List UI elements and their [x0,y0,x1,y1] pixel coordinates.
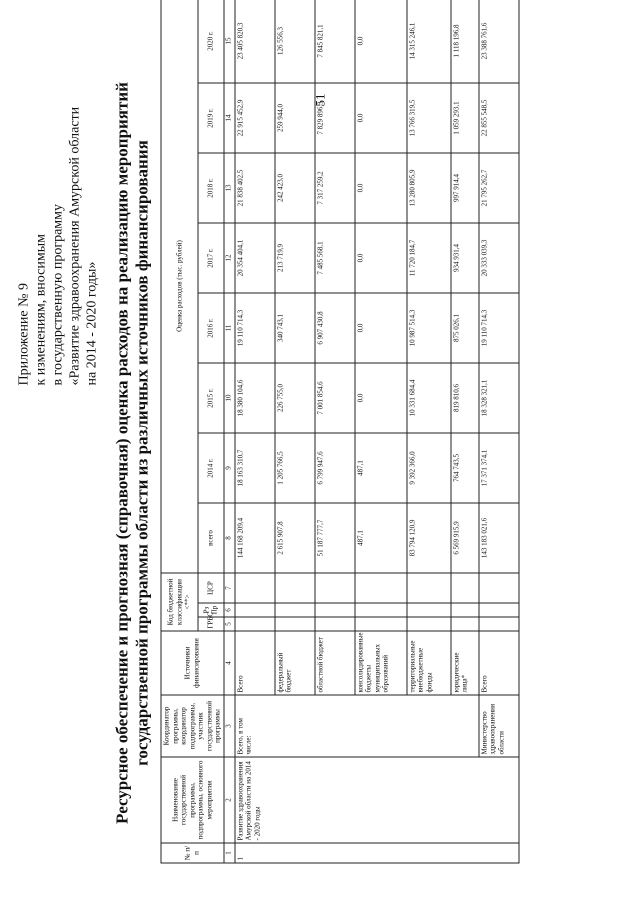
coordinator-cell: Всего, в том числе: [234,695,478,757]
header-year: 2020 г. [197,0,223,83]
source-cell: Всего [234,631,274,695]
column-index: 7 [223,573,234,603]
value-cell: 21 838 402,5 [234,153,274,223]
appendix-line: Приложение № 9 [16,282,31,385]
header-source: Источники финансирования [161,631,224,695]
header-year: 2016 г. [197,293,223,363]
value-cell: 259 944,0 [274,83,314,153]
column-index: 8 [223,503,234,573]
value-cell: 2 615 907,8 [274,503,314,573]
value-cell: 13 280 805,9 [406,153,450,223]
source-cell: консолидированные бюджеты муниципальных образований [354,631,406,695]
header-name: Наименование государственной программы, подпрограммы, основного мероприятия [161,757,224,843]
column-index: 4 [223,631,234,695]
table-row [478,0,518,863]
source-cell: областной бюджет [314,631,354,695]
value-cell: 0,0 [354,363,406,433]
table-row [234,0,274,863]
column-index: 1 [223,843,234,863]
value-cell: 7 829 896,3 [314,83,354,153]
column-index: 9 [223,433,234,503]
header-csr: ЦСР [197,573,223,603]
value-cell: 21 795 262,7 [478,153,518,223]
expenses-table [160,0,519,863]
value-cell: 19 110 714,3 [234,293,274,363]
value-cell: 22 915 452,9 [234,83,274,153]
column-index: 5 [223,617,234,631]
source-cell: федеральный бюджет [274,631,314,695]
value-cell: 0,0 [354,0,406,83]
header-year: 2014 г. [197,433,223,503]
appendix-line: к изменениям, вносимым [33,233,48,385]
value-cell: 23 405 820,3 [234,0,274,83]
value-cell: 1 118 196,8 [450,0,478,83]
value-cell: 0,0 [354,293,406,363]
header-total: всего [197,503,223,573]
heading-line: государственной программы области из различных источников финансирования [132,139,151,766]
heading-line: Ресурсное обеспечение и прогнозная (справочная) оценка расходов на реализацию мероприятий [112,81,131,824]
value-cell: 143 183 021,6 [478,503,518,573]
value-cell: 19 110 714,3 [478,293,518,363]
value-cell: 6 907 430,8 [314,293,354,363]
source-cell: юридические лица* [450,631,478,695]
value-cell: 1 059 293,1 [450,83,478,153]
value-cell: 13 766 319,5 [406,83,450,153]
value-cell: 83 794 120,9 [406,503,450,573]
value-cell: 7 845 821,1 [314,0,354,83]
column-index: 13 [223,153,234,223]
value-cell: 6 799 947,6 [314,433,354,503]
header-grbs: ГРБС [197,617,223,631]
value-cell: 340 743,1 [274,293,314,363]
value-cell: 7 485 568,1 [314,223,354,293]
column-index: 11 [223,293,234,363]
value-cell: 997 914,4 [450,153,478,223]
value-cell: 7 317 259,2 [314,153,354,223]
column-index: 15 [223,0,234,83]
column-index: 3 [223,695,234,757]
program-number: 1 [234,843,518,863]
value-cell: 9 392 366,0 [406,433,450,503]
value-cell: 819 810,6 [450,363,478,433]
appendix-note [15,25,100,385]
source-cell: территориальные внебюджетные фонды [406,631,450,695]
header-year: 2015 г. [197,363,223,433]
header-year: 2019 г. [197,83,223,153]
page-number: 51 [312,93,328,107]
column-index: 10 [223,363,234,433]
value-cell: 7 001 854,6 [314,363,354,433]
value-cell: 487,1 [354,433,406,503]
value-cell: 1 205 766,5 [274,433,314,503]
header-year: 2018 г. [197,153,223,223]
value-cell: 6 569 915,9 [450,503,478,573]
value-cell: 51 187 777,7 [314,503,354,573]
value-cell: 10 987 514,3 [406,293,450,363]
value-cell: 213 719,9 [274,223,314,293]
appendix-line: «Развитие здравоохранения Амурской области [67,106,82,385]
value-cell: 487,1 [354,503,406,573]
value-cell: 18 163 310,7 [234,433,274,503]
appendix-line: в государственную программу [50,203,65,385]
column-index-row [223,0,234,863]
value-cell: 20 354 404,1 [234,223,274,293]
column-index: 12 [223,223,234,293]
header-rz-pr: Рз Пр [197,603,223,617]
value-cell: 11 720 184,7 [406,223,450,293]
header-no: № п/п [161,843,224,863]
value-cell: 14 315 246,1 [406,0,450,83]
value-cell: 22 855 548,5 [478,83,518,153]
value-cell: 23 388 761,6 [478,0,518,83]
header-estimate: Оценка расходов (тыс. рублей) [161,0,198,573]
value-cell: 0,0 [354,223,406,293]
column-index: 14 [223,83,234,153]
value-cell: 934 931,4 [450,223,478,293]
value-cell: 242 423,0 [274,153,314,223]
document-heading [112,30,152,875]
value-cell: 226 755,0 [274,363,314,433]
value-cell: 18 328 321,1 [478,363,518,433]
header-budget-code: Код бюджетной классификации <**> [161,573,198,631]
value-cell: 17 371 374,1 [478,433,518,503]
coordinator-cell: Министерство здравоохранения области [478,695,518,757]
header-year: 2017 г. [197,223,223,293]
value-cell: 10 331 684,4 [406,363,450,433]
value-cell: 144 168 209,4 [234,503,274,573]
column-index: 6 [223,603,234,617]
appendix-line: на 2014 - 2020 годы» [84,261,99,385]
header-coordinator: Координатор программы, координатор подпрограммы, участник государственной программы [161,695,224,757]
value-cell: 20 333 039,3 [478,223,518,293]
program-name: Развитие здравоохранения Амурской области на 2014 - 2020 годы [234,757,518,843]
value-cell: 875 026,1 [450,293,478,363]
value-cell: 764 743,5 [450,433,478,503]
value-cell: 126 556,3 [274,0,314,83]
value-cell: 18 380 104,6 [234,363,274,433]
source-cell: Всего [478,631,518,695]
value-cell: 0,0 [354,83,406,153]
column-index: 2 [223,757,234,843]
value-cell: 0,0 [354,153,406,223]
